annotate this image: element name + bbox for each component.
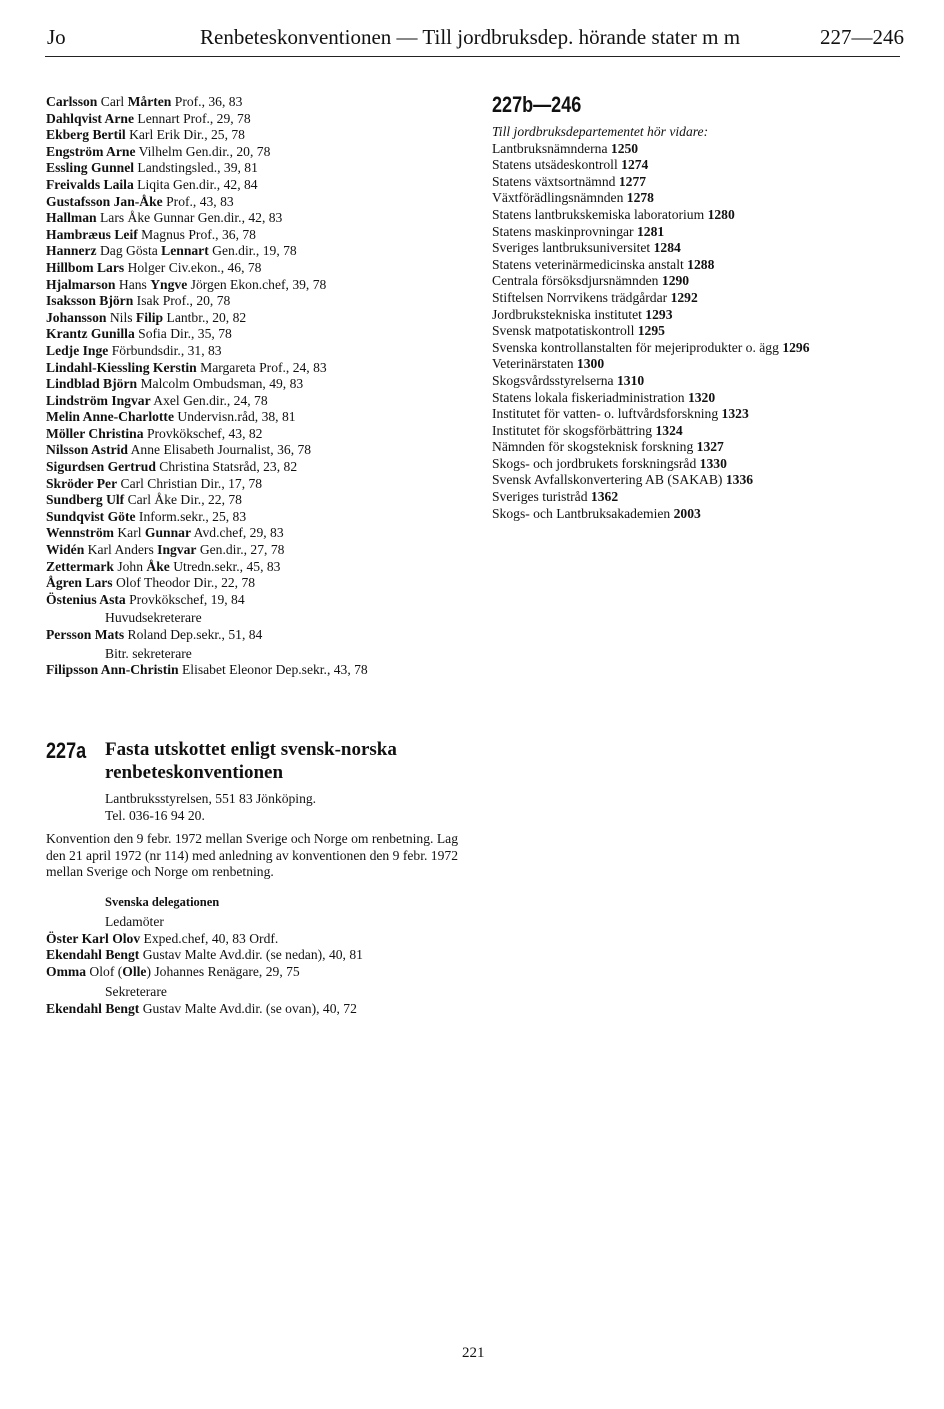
agency-ref: 1290 <box>661 273 690 289</box>
list-item <box>46 210 466 227</box>
list-item <box>46 277 466 294</box>
entry-name: Freivalds Laila <box>46 176 134 192</box>
list-item <box>492 472 912 489</box>
list-item <box>46 426 466 443</box>
list-item <box>46 260 466 277</box>
left-column <box>46 94 466 679</box>
entry-name: Filipsson Ann-Christin <box>46 662 179 678</box>
entry-name: Ekberg Bertil <box>46 127 126 143</box>
entry-name: Östenius Asta <box>46 591 126 607</box>
agency-name: Sveriges turistråd <box>492 489 591 505</box>
entry-detail: ) Johannes Renägare, 29, 75 <box>146 963 300 979</box>
list-item <box>46 293 466 310</box>
list-item <box>46 243 466 260</box>
list-item <box>492 141 912 158</box>
agency-name: Sveriges lantbruksuniversitet <box>492 240 654 256</box>
huvudsekreterare-entry <box>46 627 466 644</box>
entry-name: Isaksson Björn <box>46 293 134 309</box>
entry-name: Nilsson Astrid <box>46 442 128 458</box>
section-number: 227a <box>46 738 87 763</box>
agency-name: Institutet för skogsförbättring <box>492 422 656 438</box>
agency-ref: 1327 <box>696 439 724 455</box>
agency-name: Svensk matpotatiskontroll <box>492 323 638 339</box>
entry-name: Hillbom Lars <box>46 259 125 275</box>
list-item <box>46 94 466 111</box>
entry-name: Krantz Gunilla <box>46 326 135 342</box>
list-item <box>46 476 466 493</box>
agency-ref: 1310 <box>616 372 645 388</box>
list-item <box>46 409 466 426</box>
agency-name: Statens lokala fiskeriadministration <box>492 389 688 405</box>
agency-name: Lantbruksnämnderna <box>492 140 611 156</box>
list-item <box>492 423 912 440</box>
entry-detail: Carl Åke Dir., 22, 78 <box>124 492 242 508</box>
agency-name: Skogsvårdsstyrelserna <box>492 372 617 388</box>
section-description: Konvention den 9 febr. 1972 mellan Sverige och Norge om renbetning. Lag den 21 april 1972 (nr 114) med anledning av konventionen den 9 febr. 1972 mellan Sverige och Norge om renbetning. <box>46 831 458 880</box>
entry-name: Sundberg Ulf <box>46 492 125 508</box>
entry-detail: Jörgen Ekon.chef, 39, 78 <box>187 276 327 292</box>
entry-detail: Förbundsdir., 31, 83 <box>108 342 222 358</box>
agency-ref: 1362 <box>590 489 619 505</box>
entry-detail: Gen.dir., 19, 78 <box>208 243 297 259</box>
entry-detail: Hans <box>115 276 151 292</box>
huvudsekreterare-label: Huvudsekreterare <box>105 610 202 626</box>
entry-detail: Lantbr., 20, 82 <box>163 309 247 325</box>
entry-detail: Anne Elisabeth Journalist, 36, 78 <box>127 442 312 458</box>
agency-ref: 1293 <box>645 306 673 322</box>
entry-detail: Utredn.sekr., 45, 83 <box>169 558 281 574</box>
entry-name: Hjalmarson <box>46 276 116 292</box>
entry-detail: Margareta Prof., 24, 83 <box>196 359 327 375</box>
sekreterare-label: Sekreterare <box>105 984 167 1000</box>
list-item <box>46 931 466 948</box>
entry-detail: Undervisn.råd, 38, 81 <box>174 409 296 425</box>
entry-name: Sundqvist Göte <box>46 508 136 524</box>
entry-detail: Olof Theodor Dir., 22, 78 <box>112 575 256 591</box>
entry-detail: Nils <box>106 309 136 325</box>
agency-name: Svensk Avfallskonvertering AB (SAKAB) <box>492 472 726 488</box>
agency-ref: 1288 <box>687 256 715 272</box>
header-rule <box>45 56 900 57</box>
entry-name: Ekendahl Bengt <box>46 947 140 963</box>
entry-name: Filip <box>135 309 164 325</box>
agency-ref: 1295 <box>637 323 665 339</box>
list-item <box>492 257 912 274</box>
entry-name: Johansson <box>46 309 107 325</box>
entry-name: Lindahl-Kiessling Kerstin <box>46 359 197 375</box>
ledamoter-label: Ledamöter <box>105 913 164 929</box>
agency-name: Statens veterinärmedicinska anstalt <box>492 256 688 272</box>
agency-ref: 1284 <box>653 240 681 256</box>
entry-detail: Isak Prof., 20, 78 <box>133 293 231 309</box>
entry-detail: Olof ( <box>86 963 123 979</box>
entry-detail: Elisabet Eleonor Dep.sekr., 43, 78 <box>178 662 368 678</box>
entry-name: Olle <box>122 963 147 979</box>
list-item <box>492 373 912 390</box>
entry-name: Hambræus Leif <box>46 226 138 242</box>
list-item <box>46 111 466 128</box>
entry-name: Öster Karl Olov <box>46 930 141 946</box>
list-item <box>492 340 912 357</box>
entry-name: Hannerz <box>46 243 97 259</box>
entry-name: Dahlqvist Arne <box>46 110 134 126</box>
list-item <box>492 390 912 407</box>
entry-detail: Carl Christian Dir., 17, 78 <box>117 475 263 491</box>
agency-name: Statens maskinprovningar <box>492 223 637 239</box>
right-column <box>492 94 912 522</box>
entry-detail: Landstingsled., 39, 81 <box>134 160 258 176</box>
entry-detail: Holger Civ.ekon., 46, 78 <box>124 259 262 275</box>
list-item <box>492 207 912 224</box>
list-item <box>492 290 912 307</box>
agency-list <box>492 141 912 523</box>
agency-ref: 1274 <box>621 157 649 173</box>
list-item <box>492 157 912 174</box>
agency-name: Statens växtsortnämnd <box>492 173 619 189</box>
section-title: Fasta utskottet enligt svensk-norska renbeteskonventionen <box>105 739 397 783</box>
entry-name: Lennart <box>161 243 209 259</box>
page-header <box>0 0 944 60</box>
list-item <box>492 307 912 324</box>
entry-detail: John <box>113 558 147 574</box>
bitr-sekreterare-entry <box>46 662 466 679</box>
section-address <box>105 791 466 824</box>
entry-detail: Dag Gösta <box>96 243 162 259</box>
entry-name: Lindblad Björn <box>46 376 138 392</box>
list-item <box>46 964 466 981</box>
entry-detail: Karl <box>113 525 145 541</box>
entry-detail: Provkökschef, 19, 84 <box>125 591 245 607</box>
entry-detail: Prof., 36, 83 <box>171 94 243 109</box>
list-item <box>46 393 466 410</box>
list-item <box>46 160 466 177</box>
entry-detail: Christina Statsråd, 23, 82 <box>155 459 298 475</box>
list-item <box>46 360 466 377</box>
agency-ref: 1250 <box>610 140 639 156</box>
agency-name: Institutet för vatten- o. luftvårdsforskning <box>492 406 722 422</box>
bitr-sekreterare-label: Bitr. sekreterare <box>105 645 192 661</box>
entry-name: Möller Christina <box>46 425 144 441</box>
entry-detail: Exped.chef, 40, 83 Ordf. <box>140 930 279 946</box>
member-list <box>46 94 466 608</box>
agency-ref: 1324 <box>655 422 683 438</box>
entry-name: Mårten <box>127 94 172 109</box>
address-line: Lantbruksstyrelsen, 551 83 Jönköping. <box>105 791 317 806</box>
agency-ref: 1281 <box>636 223 665 239</box>
delegation-list <box>46 914 466 1018</box>
agency-ref: 1300 <box>576 356 605 372</box>
list-item <box>46 227 466 244</box>
entry-name: Skröder Per <box>46 475 118 491</box>
entry-name: Åke <box>146 558 170 574</box>
entry-name: Gustafsson Jan-Åke <box>46 193 163 209</box>
list-item <box>492 240 912 257</box>
entry-detail: Karl Anders <box>84 542 158 558</box>
agency-name: Statens lantbrukskemiska laboratorium <box>492 206 708 222</box>
entry-detail: Malcolm Ombudsman, 49, 83 <box>137 376 304 392</box>
list-item <box>492 439 912 456</box>
list-item <box>46 459 466 476</box>
agency-name: Skogs- och jordbrukets forskningsråd <box>492 455 700 471</box>
agency-ref: 2003 <box>673 505 701 521</box>
entry-detail: Vilhelm Gen.dir., 20, 78 <box>135 143 271 159</box>
list-item <box>492 489 912 506</box>
header-title: Renbeteskonventionen — Till jordbruksdep. hörande stater m m <box>200 25 741 49</box>
list-item <box>46 492 466 509</box>
list-item <box>492 174 912 191</box>
entry-detail: Carl <box>97 94 128 109</box>
list-item <box>46 542 466 559</box>
list-item <box>492 323 912 340</box>
entry-name: Yngve <box>150 276 188 292</box>
entry-name: Ekendahl Bengt <box>46 1000 140 1016</box>
agency-name: Växtförädlingsnämnden <box>492 190 627 206</box>
list-item <box>46 310 466 327</box>
agency-name: Svenska kontrollanstalten för mejeriprodukter o. ägg <box>492 339 783 355</box>
list-item <box>492 506 912 523</box>
list-item <box>46 326 466 343</box>
entry-name: Gunnar <box>144 525 192 541</box>
header-range: 227—246 <box>820 25 904 49</box>
section-number: 227b—246 <box>492 92 582 117</box>
entry-detail: Axel Gen.dir., 24, 78 <box>150 392 268 408</box>
agency-name: Statens utsädeskontroll <box>492 157 622 173</box>
entry-detail: Gustav Malte Avd.dir. (se nedan), 40, 81 <box>139 947 363 963</box>
list-item <box>46 525 466 542</box>
list-item <box>46 177 466 194</box>
delegation-heading: Svenska delegationen <box>105 894 220 909</box>
entry-detail: Provkökschef, 43, 82 <box>143 425 263 441</box>
entry-name: Persson Mats <box>46 627 125 642</box>
list-item <box>46 376 466 393</box>
header-section-code: Jo <box>47 25 66 49</box>
entry-detail: Gen.dir., 27, 78 <box>196 542 285 558</box>
agency-ref: 1280 <box>707 206 735 222</box>
agency-ref: 1323 <box>721 406 749 422</box>
list-item <box>46 442 466 459</box>
list-item <box>46 127 466 144</box>
agency-ref: 1336 <box>725 472 754 488</box>
agency-name: Centrala försöksdjursnämnden <box>492 273 662 289</box>
agency-ref: 1296 <box>782 339 810 355</box>
agency-name: Veterinärstaten <box>492 356 577 372</box>
list-item <box>492 456 912 473</box>
entry-name: Essling Gunnel <box>46 160 135 176</box>
entry-name: Zettermark <box>46 558 114 574</box>
entry-name: Omma <box>46 963 87 979</box>
entry-detail: Gustav Malte Avd.dir. (se ovan), 40, 72 <box>139 1000 357 1016</box>
entry-detail: Magnus Prof., 36, 78 <box>137 226 256 242</box>
entry-name: Ågren Lars <box>46 575 113 591</box>
list-item <box>46 509 466 526</box>
list-item <box>46 559 466 576</box>
entry-name: Melin Anne-Charlotte <box>46 409 174 425</box>
entry-name: Carlsson <box>46 94 98 109</box>
entry-detail: Liqita Gen.dir., 42, 84 <box>133 176 258 192</box>
entry-detail: Avd.chef, 29, 83 <box>191 525 284 541</box>
agency-name: Stiftelsen Norrvikens trädgårdar <box>492 289 671 305</box>
list-item <box>492 190 912 207</box>
entry-detail: Sofia Dir., 35, 78 <box>134 326 232 342</box>
list-item <box>492 406 912 423</box>
entry-name: Sigurdsen Gertrud <box>46 459 156 475</box>
agency-name: Jordbrukstekniska institutet <box>492 306 646 322</box>
list-item <box>46 144 466 161</box>
section-227a <box>46 738 466 1018</box>
entry-name: Wennström <box>46 525 114 541</box>
list-item <box>492 356 912 373</box>
entry-name: Ingvar <box>157 542 197 558</box>
agency-ref: 1292 <box>670 289 698 305</box>
entry-detail: Roland Dep.sekr., 51, 84 <box>124 627 263 642</box>
agency-ref: 1278 <box>626 190 654 206</box>
entry-name: Lindström Ingvar <box>46 392 151 408</box>
entry-detail: Karl Erik Dir., 25, 78 <box>125 127 245 143</box>
entry-name: Ledje Inge <box>46 342 109 358</box>
phone-line: Tel. 036-16 94 20. <box>105 807 205 823</box>
agency-ref: 1330 <box>699 455 727 471</box>
list-item <box>46 194 466 211</box>
list-item <box>46 343 466 360</box>
entry-detail: Inform.sekr., 25, 83 <box>135 508 247 524</box>
entry-detail: Lennart Prof., 29, 78 <box>134 110 251 126</box>
entry-name: Engström Arne <box>46 143 136 159</box>
entry-name: Hallman <box>46 210 97 226</box>
list-item <box>46 592 466 609</box>
list-item <box>46 947 466 964</box>
ledamoter-list <box>46 931 466 981</box>
agency-ref: 1277 <box>618 173 647 189</box>
entry-detail: Lars Åke Gunnar Gen.dir., 42, 83 <box>96 210 283 226</box>
list-item <box>46 575 466 592</box>
list-item <box>492 273 912 290</box>
entry-name: Widén <box>46 542 85 558</box>
section-intro: Till jordbruksdepartementet hör vidare: <box>492 124 709 139</box>
entry-detail: Prof., 43, 83 <box>162 193 234 209</box>
sekreterare-entry <box>46 1001 466 1018</box>
agency-name: Nämnden för skogsteknisk forskning <box>492 439 697 455</box>
agency-name: Skogs- och Lantbruksakademien <box>492 505 674 521</box>
agency-ref: 1320 <box>687 389 716 405</box>
list-item <box>492 224 912 241</box>
page-number: 221 <box>462 1345 485 1361</box>
